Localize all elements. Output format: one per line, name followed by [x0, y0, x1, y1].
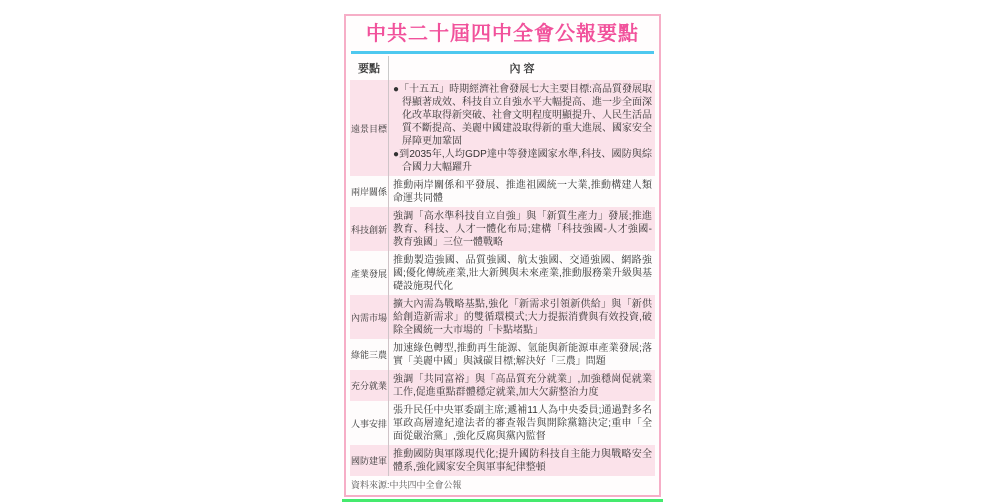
row-label: 綠能三農 [350, 339, 389, 370]
row-label: 內需市場 [350, 295, 389, 339]
row-content: 推動製造強國、品質強國、航太強國、交通強國、網路強國;優化傳統產業,壯大新興與未來產業,推動服務業升級與基礎設施現代化 [393, 254, 652, 292]
row-content: 強調「高水準科技自立自強」與「新質生產力」發展;推進教育、科技、人才一體化布局;建構「科技強國-人才強國-教育強國」三位一體戰略 [393, 210, 652, 248]
row-content: 加速綠色轉型,推動再生能源、氫能與新能源車產業發展;落實「美麗中國」與減碳目標;解決好「三農」問題 [393, 342, 652, 367]
communique-summary-panel [344, 14, 661, 497]
row-content: 強調「共同富裕」與「高品質充分就業」,加強穩崗促就業工作,促進重點群體穩定就業,加大欠薪整治力度 [393, 373, 652, 398]
table-row-tech-innovation [350, 207, 655, 251]
row-label: 遠景目標 [350, 80, 389, 176]
column-header-keypoint: 要點 [350, 56, 389, 80]
row-content [389, 80, 655, 176]
page-title: 中共二十屆四中全會公報要點 [366, 23, 639, 45]
row-label: 充分就業 [350, 370, 389, 401]
table-row-cross-strait [350, 176, 655, 207]
table-header-row [350, 56, 655, 80]
row-label: 產業發展 [350, 251, 389, 295]
title-divider-line [351, 51, 654, 54]
table-row-personnel [350, 401, 655, 445]
table-row-industry [350, 251, 655, 295]
row-content: 張升民任中央軍委副主席;遞補11人為中央委員;通過對多名軍政高層違紀違法者的審查報告與開除黨籍決定;重申「全面從嚴治黨」,強化反腐與黨內監督 [393, 404, 652, 442]
row-label: 科技創新 [350, 207, 389, 251]
row-label: 人事安排 [350, 401, 389, 445]
row-content: 推動國防與軍隊現代化;提升國防科技自主能力與戰略安全體系,強化國家安全與軍事紀律整頓 [393, 448, 652, 473]
table-row-employment [350, 370, 655, 401]
row-label: 國防建軍 [350, 445, 389, 476]
table-row-vision-goals [350, 80, 655, 176]
table-body [350, 80, 655, 476]
column-header-content: 內 容 [509, 63, 535, 75]
row-content: 推動兩岸關係和平發展、推進祖國統一大業,推動構建人類命運共同體 [393, 179, 652, 204]
bullet-item: ●到2035年,人均GDP達中等發達國家水準,科技、國防與綜合國力大幅躍升 [393, 148, 652, 173]
table-row-domestic-demand [350, 295, 655, 339]
row-content: 擴大內需為戰略基點,強化「新需求引領新供給」與「新供給創造新需求」的雙循環模式;大力提振消費與有效投資,破除全國統一大市場的「卡點堵點」 [393, 298, 652, 336]
table-row-defense [350, 445, 655, 476]
row-label: 兩岸關係 [350, 176, 389, 207]
source-note: 資料來源:中共四中全會公報 [350, 476, 655, 493]
table-row-green-agriculture [350, 339, 655, 370]
bullet-item: ●「十五五」時期經濟社會發展七大主要目標:高品質發展取得顯著成效、科技自立自強水平大幅提高、進一步全面深化改革取得新突破、社會文明程度明顯提升、人民生活品質不斷提高、美麗中國建設取得新的重大進展、國家安全屏障更加鞏固 [393, 83, 652, 147]
